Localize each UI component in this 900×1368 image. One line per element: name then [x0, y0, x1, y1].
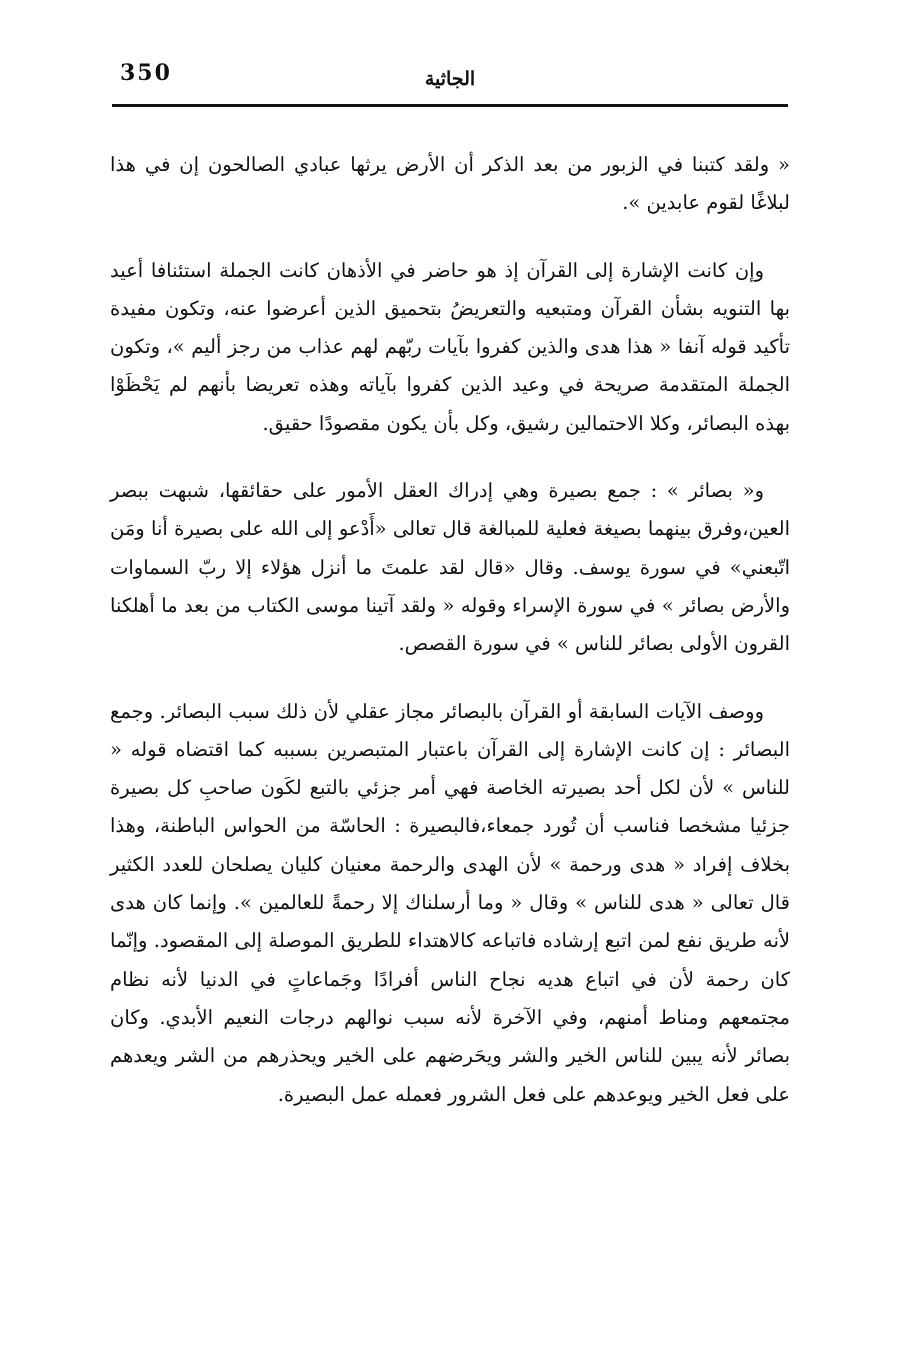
paragraph: وإن كانت الإشارة إلى القرآن إذ هو حاضر في الأذهان كانت الجملة استئنافا أعيد بها التنويه بشأن القرآن ومتبعيه والتعريضُ بتحميق الذين أعرضوا عنه، وتكون مفيدة تأكيد قوله آنفا « هذا هدى والذين كفروا بآيات ربّهم لهم عذاب من رجز أليم »، وتكون الجملة المتقدمة صريحة في وعيد الذين كفروا بآياته وهذه تعريضا بأنهم لم يَحْظَوْا بهذه البصائر، وكلا الاحتمالين رشيق، وكل بأن يكون مقصودًا حقيق.: [110, 258, 790, 435]
body-text: [110, 146, 790, 1143]
running-title: الجاثية: [424, 68, 476, 90]
paragraph: و« بصائر » : جمع بصيرة وهي إدراك العقل الأمور على حقائقها، شبهت ببصر العين،وفرق بينهما بصيغة فعلية للمبالغة قال تعالى «أَدْعو إلى الله على بصيرة أنا ومَن اتّبعني» في سورة يوسف. وقال «قال لقد علمتَ ما أنزل هؤلاء إلا ربّ السماوات والأرض بصائر » في سورة الإسراء وقوله « ولقد آتينا موسى الكتاب من بعد ما أهلكنا القرون الأولى بصائر للناس » في سورة القصص.: [110, 479, 790, 656]
paragraph: ووصف الآيات السابقة أو القرآن بالبصائر مجاز عقلي لأن ذلك سبب البصائر. وجمع البصائر : إن كانت الإشارة إلى القرآن باعتبار المتبصرين بسببه كما اقتضاه قوله « للناس » لأن لكل أحد بصيرته الخاصة فهي أمر جزئي بالتبع لكَون صاحبِ كل بصيرة جزئيا مشخصا فناسب أن تُورد جمعاء،فالبصيرة : الحاسّة من الحواس الباطنة، وهذا بخلاف إفراد « هدى ورحمة » لأن الهدى والرحمة معنيان كليان يصلحان للعدد الكثير قال تعالى « هدى للناس » وقال « وما أرسلناك إلا رحمةً للعالمين ». وإنما كان هدى لأنه طريق نفع لمن اتبع إرشاده فاتباعه كالاهتداء للطريق الموصلة إلى المقصود. وإنّما كان رحمة لأن في اتباع هديه نجاح الناس أفرادًا وجَماعاتٍ في الدنيا لأنه نظام مجتمعهم ومناط أمنهم، وفي الآخرة لأنه سبب نوالهم درجات النعيم الأبدي. وكان بصائر لأنه يبين للناس الخير والشر ويحَرضهم على الخير ويحذرهم من الشر ويعدهم على فعل الخير ويوعدهم على فعل الشرور فعمله عمل البصيرة.: [110, 699, 790, 1106]
page-number: 350: [120, 60, 172, 86]
page-header: [112, 56, 788, 104]
header-rule: [112, 104, 788, 107]
paragraph-quote: « ولقد كتبنا في الزبور من بعد الذكر أن الأرض يرثها عبادي الصالحون إن في هذا لبلاغًا لقوم عابدين ».: [110, 153, 790, 215]
